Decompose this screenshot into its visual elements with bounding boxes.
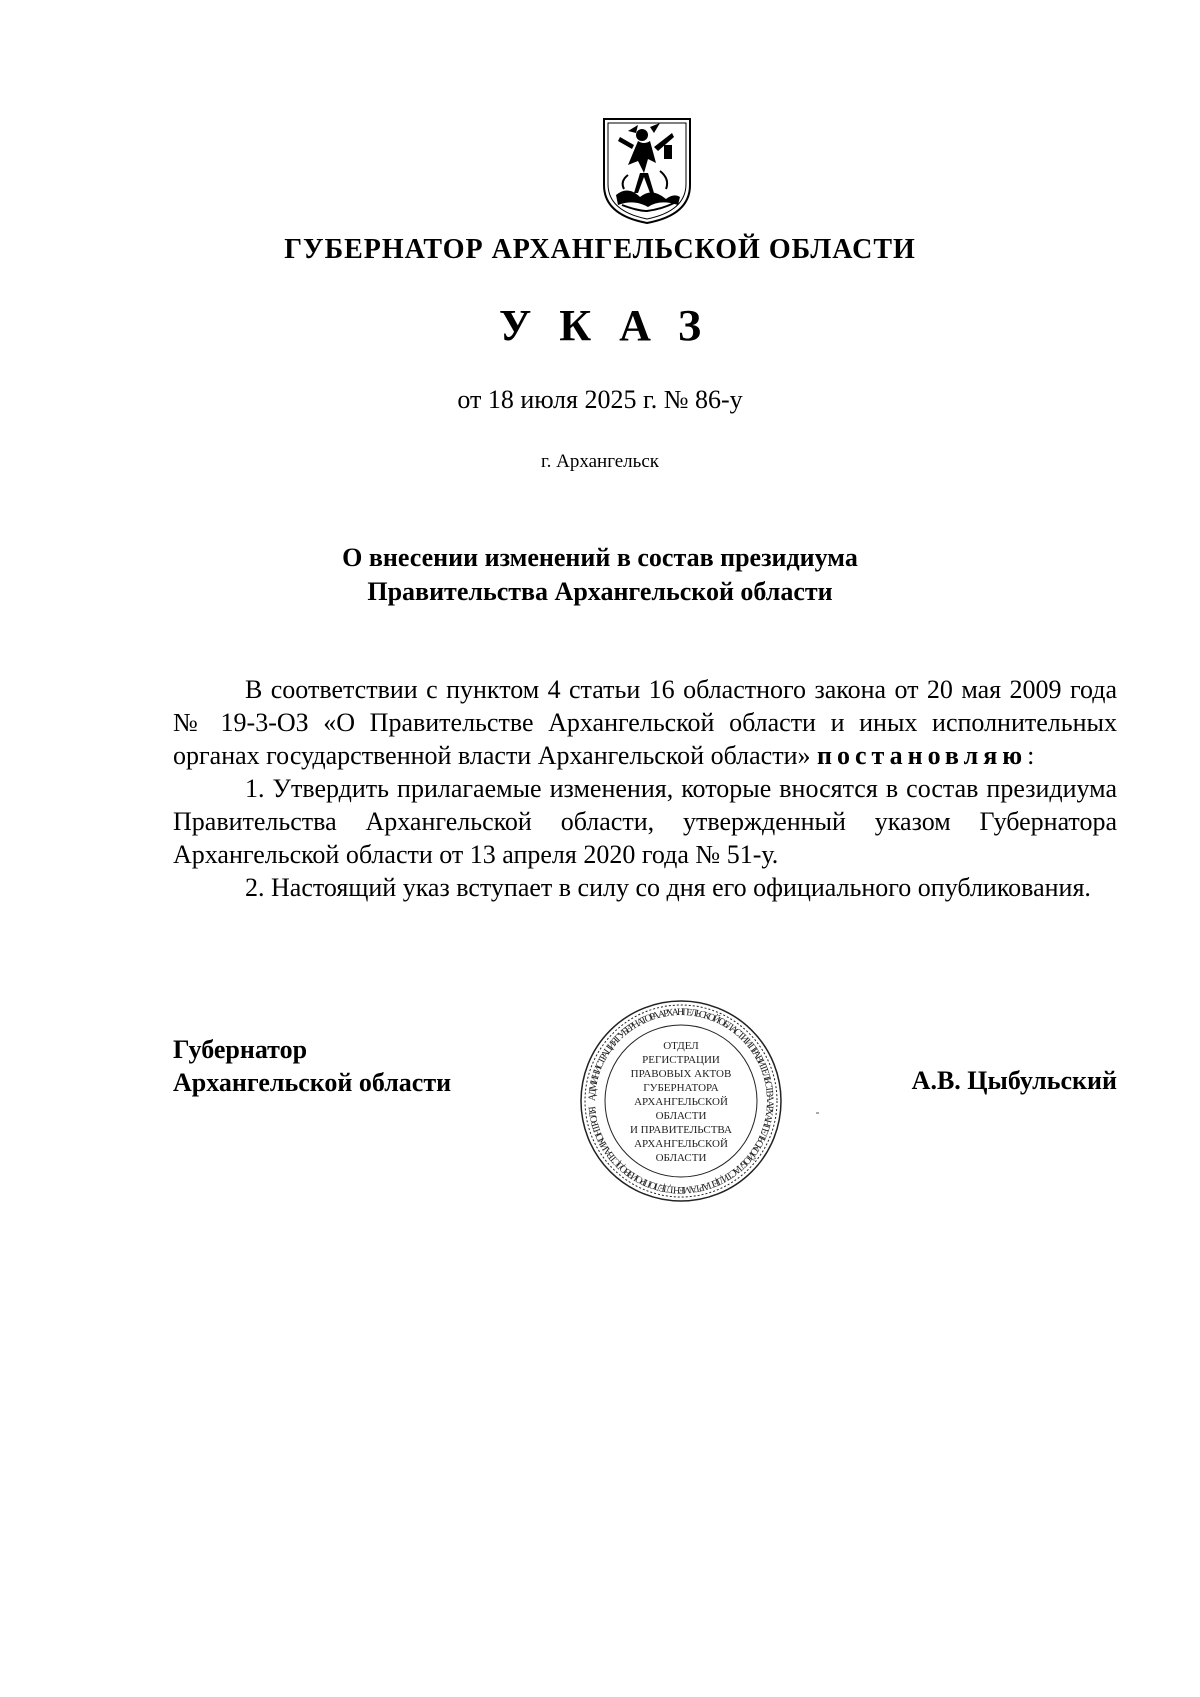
seal-inner-line: ОБЛАСТИ [655, 1110, 707, 1122]
seal-inner-line: РЕГИСТРАЦИИ [642, 1054, 720, 1066]
item-2: 2. Настоящий указ вступает в силу со дня его официального опубликования. [245, 873, 1091, 902]
title-line-2: Правительства Архангельской области [367, 577, 833, 606]
coat-of-arms-icon [598, 115, 696, 225]
document-date-number: от 18 июля 2025 г. № 86-у [457, 385, 743, 414]
document-title [0, 541, 1200, 609]
signatory-name: А.В. Цыбульский [911, 1066, 1117, 1095]
signatory-position [173, 1033, 451, 1099]
seal-inner-line: ГУБЕРНАТОРА [643, 1082, 719, 1094]
seal-inner-line: АРХАНГЕЛЬСКОЙ [634, 1138, 728, 1150]
seal-inner-line: АРХАНГЕЛЬСКОЙ [634, 1096, 728, 1108]
seal-inner-line: ОТДЕЛ [663, 1040, 699, 1052]
signatory-position-line-2: Архангельской области [173, 1068, 452, 1097]
registration-seal-icon [578, 998, 784, 1204]
document-body [173, 673, 1117, 904]
item-1: 1. Утвердить прилагаемые изменения, которые вносятся в состав президиума Правительства Архангельской области, утвержденный указом Губернатора Архангельской области от 13 апреля 2020 года № 51-у. [173, 774, 1117, 869]
seal-inner-line: ОБЛАСТИ [655, 1152, 707, 1164]
seal-inner-line: И ПРАВИТЕЛЬСТВА [629, 1124, 733, 1136]
issuing-authority: ГУБЕРНАТОР АРХАНГЕЛЬСКОЙ ОБЛАСТИ [284, 234, 916, 265]
resolve-colon: : [1027, 741, 1035, 770]
signatory-position-line-1: Губернатор [173, 1035, 308, 1064]
resolve-word: постановляю [816, 741, 1028, 770]
scan-speck [816, 1112, 819, 1114]
title-line-1: О внесении изменений в состав президиума [342, 543, 858, 572]
document-type: УКАЗ [498, 301, 730, 350]
seal-inner-line: ПРАВОВЫХ АКТОВ [630, 1068, 732, 1080]
seal-inner-text [630, 1040, 732, 1164]
preamble-paragraph [173, 673, 1117, 772]
seal-ring-text: АДМИНИСТРАЦИЯ ГУБЕРНАТОРА АРХАНГЕЛЬСКОЙ ОБЛАСТИ И ПРАВИТЕЛЬСТВА АРХАНГЕЛЬСКОЙ ОБЛАСТИ ДЕПАРТАМЕНТ ДЕЛОПРОИЗВОДСТВА И КОНТРОЛЯ [586, 1006, 776, 1196]
place-of-issue: г. Архангельск [540, 451, 659, 472]
preamble-text: В соответствии с пунктом 4 статьи 16 областного закона от 20 мая 2009 года № 19-3-ОЗ «О Правительстве Архангельской области и иных исполнительных органах государственной власти Архангельской области» [173, 675, 1117, 770]
